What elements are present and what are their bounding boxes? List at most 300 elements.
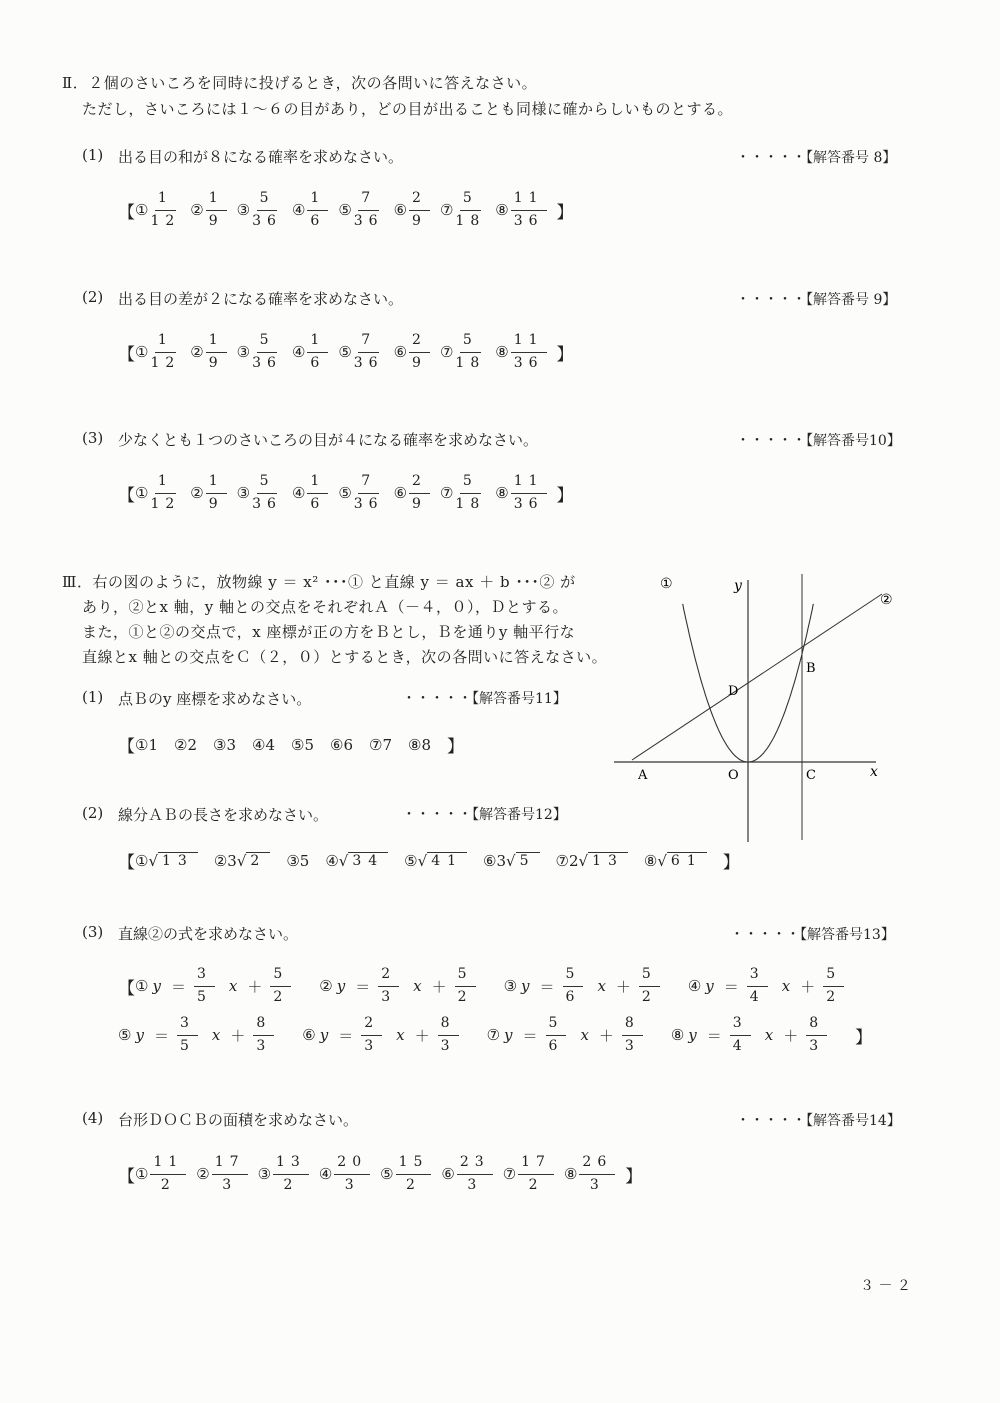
point-a-label: A	[638, 768, 648, 783]
var-y: y	[152, 977, 161, 995]
section2-heading: Ⅱ．２個のさいころを同時に投げるとき，次の各問いに答えなさい。	[62, 74, 538, 92]
y-axis-label: y	[734, 578, 742, 594]
q3-4-choices	[118, 1154, 642, 1194]
choice-mark: ③	[257, 1165, 272, 1183]
choice-mark: ⑧	[563, 1165, 578, 1183]
plus-sign: ＋	[783, 1026, 799, 1045]
choice-mark: ③	[236, 343, 251, 361]
choice-fraction-numerator: 11	[511, 190, 547, 211]
graph-svg	[614, 566, 900, 846]
choice-mark: ⑧	[495, 484, 509, 502]
choice-mark: ④	[687, 977, 702, 995]
choice-option	[135, 852, 198, 870]
intercept-fraction-denominator: 2	[826, 988, 842, 1005]
close-bracket: 】	[556, 485, 574, 506]
slope-fraction-numerator: 5	[546, 1015, 567, 1036]
choice-fraction	[511, 332, 547, 372]
equals-sign: ＝	[355, 977, 371, 996]
sqrt-symbol: √	[657, 851, 667, 870]
choice-fraction	[273, 1154, 309, 1194]
choice-mark: ⑥	[393, 343, 408, 361]
choice-option	[190, 332, 236, 372]
choice-option	[135, 1154, 196, 1194]
var-y: y	[504, 1026, 513, 1044]
choice-coefficient: 5	[299, 851, 310, 870]
choice-fraction-denominator: 2	[283, 1176, 299, 1193]
choice-option: ⑦7	[369, 735, 392, 754]
choice-mark: ⑧	[495, 343, 509, 361]
choice-fraction-denominator: 36	[513, 212, 544, 229]
choice-mark: ①	[135, 201, 149, 219]
choice-fraction-denominator: 18	[455, 354, 486, 371]
choice-fraction-numerator: 20	[334, 1154, 370, 1175]
choice-fraction-denominator: 36	[252, 212, 282, 229]
q3-3-answer-number: ・・・・・【解答番号13】	[730, 927, 895, 943]
choice-radicand: 13	[158, 852, 198, 869]
choice-fraction-numerator: 2	[409, 473, 430, 494]
close-bracket: 】	[855, 1027, 873, 1048]
choice-fraction-denominator: 6	[310, 212, 326, 229]
choice-fraction	[455, 332, 485, 372]
slope-fraction	[546, 1015, 567, 1055]
choice-fraction	[307, 190, 328, 230]
slope-fraction	[730, 1015, 751, 1055]
choice-option	[319, 1154, 380, 1194]
choice-fraction-numerator: 11	[511, 473, 547, 494]
q3-3-choices-row1	[118, 966, 872, 1006]
var-x: x	[764, 1026, 774, 1044]
choice-fraction-denominator: 9	[412, 495, 427, 512]
choice-mark: ⑧	[495, 201, 509, 219]
section3-line-1: Ⅲ．右の図のように，放物線 y ＝ x² ･･･① と直線 y ＝ ax ＋ b ･･･② が	[62, 573, 576, 591]
choice-mark: ②	[190, 343, 204, 361]
choice-fraction-denominator: 18	[455, 212, 486, 229]
slope-fraction-denominator: 5	[179, 1037, 195, 1054]
choice-option	[380, 1154, 441, 1194]
line-2	[632, 594, 882, 760]
sqrt-symbol: √	[338, 851, 349, 870]
choice-mark: ⑦	[486, 1026, 501, 1044]
choice-fraction-numerator: 5	[257, 473, 278, 494]
choice-mark: ⑥	[393, 201, 408, 219]
slope-fraction	[747, 966, 768, 1006]
q3-4-answer-number: ・・・・・【解答番号14】	[736, 1113, 901, 1129]
close-bracket: 】	[556, 202, 574, 223]
choice-mark: ①	[135, 484, 149, 502]
slope-fraction	[361, 1015, 382, 1055]
section3-line-3: また，①と②の交点で，x 座標が正の方をＢとし，Ｂを通りy 軸平行な	[82, 623, 576, 641]
choice-mark: ⑧	[643, 851, 658, 870]
var-x: x	[413, 977, 422, 995]
intercept-fraction	[455, 966, 476, 1006]
choice-fraction-denominator: 3	[467, 1176, 483, 1193]
choice-radicand: 34	[348, 852, 388, 869]
choice-fraction	[518, 1154, 554, 1194]
choice-fraction-denominator: 36	[513, 495, 544, 512]
choice-fraction-numerator: 1	[206, 473, 227, 494]
q2-1-answer-number: ・・・・・【解答番号 8】	[736, 150, 897, 166]
slope-fraction	[177, 1015, 198, 1055]
choice-fraction	[252, 473, 282, 513]
slope-fraction-numerator: 3	[194, 966, 215, 987]
choice-option	[404, 852, 467, 870]
q2-3-label: (3)	[82, 429, 104, 447]
intercept-fraction-numerator: 5	[823, 966, 844, 987]
slope-fraction-denominator: 3	[381, 988, 397, 1005]
choice-fraction-numerator: 1	[206, 332, 227, 353]
intercept-fraction	[253, 1015, 274, 1055]
choice-option	[338, 332, 393, 372]
choice-fraction-numerator: 5	[257, 332, 278, 353]
choice-option	[237, 473, 292, 513]
choice-radicand: 5	[516, 852, 540, 869]
choice-fraction-denominator: 36	[353, 212, 384, 229]
open-bracket: 【	[118, 853, 135, 873]
equals-sign: ＝	[153, 1026, 169, 1045]
choice-coefficient: 3	[496, 851, 507, 870]
choice-mark: ③	[503, 977, 518, 995]
choice-mark: ②	[196, 1165, 210, 1183]
choice-option	[135, 332, 190, 372]
choice-fraction-numerator: 15	[396, 1154, 432, 1175]
intercept-fraction	[823, 966, 844, 1006]
choice-fraction-denominator: 36	[353, 495, 384, 512]
choice-option	[483, 852, 539, 870]
choice-mark: ①	[135, 1165, 149, 1183]
choice-fraction-denominator: 6	[310, 354, 326, 371]
choice-mark: ⑤	[338, 343, 352, 361]
choice-fraction	[455, 190, 485, 230]
q2-1-label: (1)	[82, 146, 104, 164]
choice-option	[135, 190, 190, 230]
sqrt-symbol: √	[578, 851, 589, 870]
choice-option	[556, 852, 628, 870]
intercept-fraction	[639, 966, 660, 1006]
q3-2-answer-number: ・・・・・【解答番号12】	[402, 807, 567, 823]
choice-option: ③3	[213, 735, 236, 754]
q2-2-answer-number: ・・・・・【解答番号 9】	[736, 292, 897, 308]
q2-1-choices	[118, 190, 574, 230]
intercept-fraction-numerator: 8	[622, 1015, 643, 1036]
choice-fraction-denominator: 18	[455, 495, 486, 512]
choice-fraction-denominator: 36	[513, 354, 544, 371]
choice-coefficient: 3	[227, 851, 237, 870]
choice-option: ⑤5	[291, 735, 314, 754]
intercept-fraction-numerator: 8	[438, 1015, 459, 1036]
choice-option	[495, 332, 556, 372]
choice-option	[394, 332, 440, 372]
choice-fraction-numerator: 5	[460, 473, 481, 494]
var-x: x	[211, 1026, 221, 1044]
equals-sign: ＝	[539, 977, 555, 996]
choice-option: ②2	[174, 735, 197, 754]
choice-fraction	[396, 1154, 432, 1194]
sqrt-symbol: √	[148, 851, 159, 870]
q3-1-text: 点Ｂのy 座標を求めなさい。	[118, 690, 312, 708]
q3-3-label: (3)	[82, 923, 104, 941]
choice-mark: ⑧	[670, 1026, 685, 1044]
choice-mark: ④	[291, 484, 306, 502]
q3-3-text: 直線②の式を求めなさい。	[118, 925, 299, 943]
point-b-label: B	[806, 661, 816, 676]
choice-fraction-numerator: 1	[307, 332, 328, 353]
choice-fraction-numerator: 1	[155, 473, 176, 494]
choice-fraction	[252, 332, 282, 372]
equals-sign: ＝	[338, 1026, 354, 1045]
section3-line-2: あり，②とx 軸，y 軸との交点をそれぞれＡ（－４，０），Ｄとする。	[82, 598, 568, 616]
choice-option	[118, 1015, 284, 1055]
q2-1-text: 出る目の和が８になる確率を求めなさい。	[118, 148, 404, 166]
choice-fraction	[150, 190, 180, 230]
choice-fraction-denominator: 12	[150, 354, 181, 371]
choice-option	[487, 1015, 653, 1055]
choice-fraction-denominator: 3	[222, 1176, 238, 1193]
slope-fraction-denominator: 5	[196, 988, 212, 1005]
choice-fraction-numerator: 1	[307, 190, 328, 211]
graph-figure	[614, 566, 900, 850]
intercept-fraction-denominator: 2	[641, 988, 657, 1005]
choice-option	[258, 1154, 319, 1194]
choice-fraction	[150, 332, 180, 372]
choice-mark: ⑤	[338, 484, 352, 502]
choice-fraction	[455, 473, 485, 513]
choice-mark: ②	[213, 851, 228, 870]
plus-sign: ＋	[431, 977, 447, 996]
plus-sign: ＋	[598, 1026, 614, 1045]
var-x: x	[228, 977, 238, 995]
section2-note: ただし，さいころには１～６の目があり，どの目が出ることも同様に確からしいものとする。	[82, 100, 734, 118]
plus-sign: ＋	[414, 1026, 430, 1045]
point-o-label: O	[728, 768, 739, 783]
line-label: ②	[880, 592, 893, 608]
choice-mark: ⑥	[441, 1165, 455, 1183]
choice-fraction-numerator: 1	[307, 473, 328, 494]
choice-fraction	[457, 1154, 493, 1194]
choice-mark: ⑤	[118, 1026, 132, 1044]
q2-2-choices	[118, 332, 574, 372]
choice-option	[292, 332, 338, 372]
equals-sign: ＝	[723, 977, 739, 996]
plus-sign: ＋	[800, 977, 816, 996]
choice-fraction-numerator: 11	[150, 1154, 186, 1175]
intercept-fraction-denominator: 3	[440, 1037, 456, 1054]
intercept-fraction	[270, 966, 291, 1006]
choice-option: ①1	[135, 735, 158, 754]
slope-fraction-denominator: 3	[364, 1037, 380, 1054]
q3-4-label: (4)	[82, 1109, 104, 1127]
slope-fraction	[378, 966, 399, 1006]
equals-sign: ＝	[706, 1026, 722, 1045]
choice-option	[671, 1015, 837, 1055]
intercept-fraction-numerator: 5	[639, 966, 660, 987]
slope-fraction-numerator: 3	[177, 1015, 198, 1036]
choice-fraction	[212, 1154, 248, 1194]
q3-2-choices	[118, 848, 740, 873]
choice-option	[440, 473, 495, 513]
slope-fraction-denominator: 4	[732, 1037, 748, 1054]
choice-mark: ⑥	[483, 851, 497, 870]
choice-fraction	[150, 1154, 186, 1194]
choice-mark: ①	[135, 977, 149, 995]
open-bracket: 【	[118, 202, 135, 223]
choice-fraction-numerator: 23	[457, 1154, 493, 1175]
slope-fraction-denominator: 6	[548, 1037, 564, 1054]
slope-fraction	[194, 966, 215, 1006]
choice-fraction-denominator: 2	[528, 1176, 544, 1193]
choice-fraction-denominator: 12	[150, 495, 181, 512]
choice-option	[190, 190, 236, 230]
q3-1-answer-number: ・・・・・【解答番号11】	[402, 691, 567, 707]
q2-3-answer-number: ・・・・・【解答番号10】	[736, 433, 901, 449]
choice-option	[292, 473, 338, 513]
choice-mark: ②	[190, 201, 204, 219]
choice-option	[441, 1154, 502, 1194]
choice-fraction-numerator: 11	[511, 332, 547, 353]
choice-radicand: 61	[667, 852, 707, 869]
choice-mark: ⑦	[439, 484, 454, 502]
choice-fraction	[206, 190, 227, 230]
choice-fraction	[511, 473, 547, 513]
q2-2-text: 出る目の差が２になる確率を求めなさい。	[118, 290, 404, 308]
intercept-fraction-denominator: 2	[273, 988, 289, 1005]
choice-fraction	[206, 332, 227, 372]
q3-2-label: (2)	[82, 804, 104, 822]
var-x: x	[781, 977, 791, 995]
choice-mark: ⑥	[302, 1026, 316, 1044]
open-bracket: 【	[118, 737, 135, 757]
close-bracket: 】	[556, 344, 574, 365]
choice-fraction	[409, 332, 430, 372]
choice-option	[190, 473, 236, 513]
var-y: y	[135, 1026, 144, 1044]
choice-fraction-denominator: 2	[406, 1176, 421, 1193]
choice-mark: ⑦	[502, 1165, 517, 1183]
choice-mark: ①	[135, 851, 149, 870]
choice-mark: ④	[291, 201, 306, 219]
choice-option	[644, 852, 707, 870]
choice-option	[325, 852, 388, 870]
curve-label: ①	[660, 576, 673, 592]
choice-fraction	[354, 473, 384, 513]
choice-coefficient: 2	[568, 851, 579, 870]
choice-fraction-numerator: 17	[518, 1154, 554, 1175]
choice-option: ⑧8	[408, 735, 431, 754]
choice-fraction-denominator: 6	[310, 495, 326, 512]
choice-option	[338, 190, 393, 230]
choice-option	[196, 1154, 257, 1194]
open-bracket: 【	[118, 978, 135, 999]
choice-fraction-numerator: 7	[358, 332, 379, 353]
var-y: y	[521, 977, 530, 995]
intercept-fraction-denominator: 3	[256, 1037, 272, 1054]
q3-1-label: (1)	[82, 688, 104, 706]
choice-mark: ⑤	[380, 1165, 394, 1183]
choice-mark: ①	[135, 343, 149, 361]
choice-fraction	[206, 473, 227, 513]
choice-fraction	[579, 1154, 615, 1194]
choice-option	[302, 1015, 468, 1055]
choice-fraction-numerator: 5	[460, 190, 481, 211]
choice-mark: ⑥	[393, 484, 408, 502]
sqrt-symbol: √	[236, 851, 247, 870]
choice-radicand: 41	[427, 852, 467, 869]
choice-option	[440, 190, 495, 230]
intercept-fraction	[806, 1015, 827, 1055]
choice-mark: ⑦	[439, 343, 454, 361]
choice-option	[503, 1154, 564, 1194]
intercept-fraction-numerator: 8	[806, 1015, 827, 1036]
choice-option	[319, 966, 485, 1006]
choice-option	[237, 332, 292, 372]
q2-3-text: 少なくとも１つのさいころの目が４になる確率を求めなさい。	[118, 431, 539, 449]
close-bracket: 】	[447, 737, 464, 757]
choice-fraction-denominator: 9	[412, 212, 427, 229]
choice-mark: ⑤	[404, 851, 418, 870]
choice-fraction	[334, 1154, 370, 1194]
choice-fraction-denominator: 9	[208, 495, 224, 512]
slope-fraction-denominator: 4	[749, 988, 765, 1005]
choice-option: ⑥6	[330, 735, 353, 754]
q3-1-choices	[118, 732, 464, 757]
q3-3-choices-row2	[118, 1015, 872, 1055]
intercept-fraction-numerator: 5	[270, 966, 291, 987]
choice-option	[237, 190, 292, 230]
close-bracket: 】	[625, 1166, 643, 1187]
choice-fraction	[354, 332, 384, 372]
choice-mark: ④	[291, 343, 306, 361]
choice-mark: ⑦	[439, 201, 454, 219]
intercept-fraction-denominator: 2	[457, 988, 473, 1005]
choice-fraction-denominator: 36	[252, 495, 282, 512]
slope-fraction-numerator: 3	[730, 1015, 751, 1036]
choice-fraction-numerator: 2	[409, 332, 430, 353]
section3-line-4: 直線とx 軸との交点をＣ（２，０）とするとき，次の各問いに答えなさい。	[82, 648, 608, 666]
choice-option	[394, 190, 440, 230]
equals-sign: ＝	[170, 977, 186, 996]
choice-fraction-denominator: 2	[160, 1176, 176, 1193]
open-bracket: 【	[118, 344, 135, 365]
sqrt-symbol: √	[417, 851, 428, 870]
var-x: x	[597, 977, 606, 995]
choice-fraction-numerator: 1	[206, 190, 227, 211]
x-axis-label: x	[870, 764, 878, 780]
var-y: y	[336, 977, 346, 995]
open-bracket: 【	[118, 1166, 135, 1187]
choice-option	[394, 473, 440, 513]
choice-option	[135, 473, 190, 513]
choice-option	[440, 332, 495, 372]
choice-fraction	[252, 190, 282, 230]
choice-fraction	[354, 190, 384, 230]
choice-fraction-numerator: 5	[257, 190, 278, 211]
choice-mark: ③	[236, 201, 251, 219]
choice-fraction-numerator: 7	[358, 473, 379, 494]
plus-sign: ＋	[230, 1026, 246, 1045]
choice-fraction-numerator: 13	[273, 1154, 309, 1175]
choice-mark: ②	[319, 977, 333, 995]
q2-3-choices	[118, 473, 574, 513]
choice-radicand: 13	[588, 852, 628, 869]
choice-radicand: 2	[246, 852, 270, 869]
choice-fraction-denominator: 3	[344, 1176, 360, 1193]
var-x: x	[396, 1026, 405, 1044]
sqrt-symbol: √	[506, 851, 516, 870]
choice-fraction-numerator: 1	[155, 332, 176, 353]
slope-fraction-numerator: 5	[563, 966, 584, 987]
slope-fraction-numerator: 2	[361, 1015, 382, 1036]
var-x: x	[580, 1026, 589, 1044]
choice-fraction-denominator: 9	[412, 354, 427, 371]
